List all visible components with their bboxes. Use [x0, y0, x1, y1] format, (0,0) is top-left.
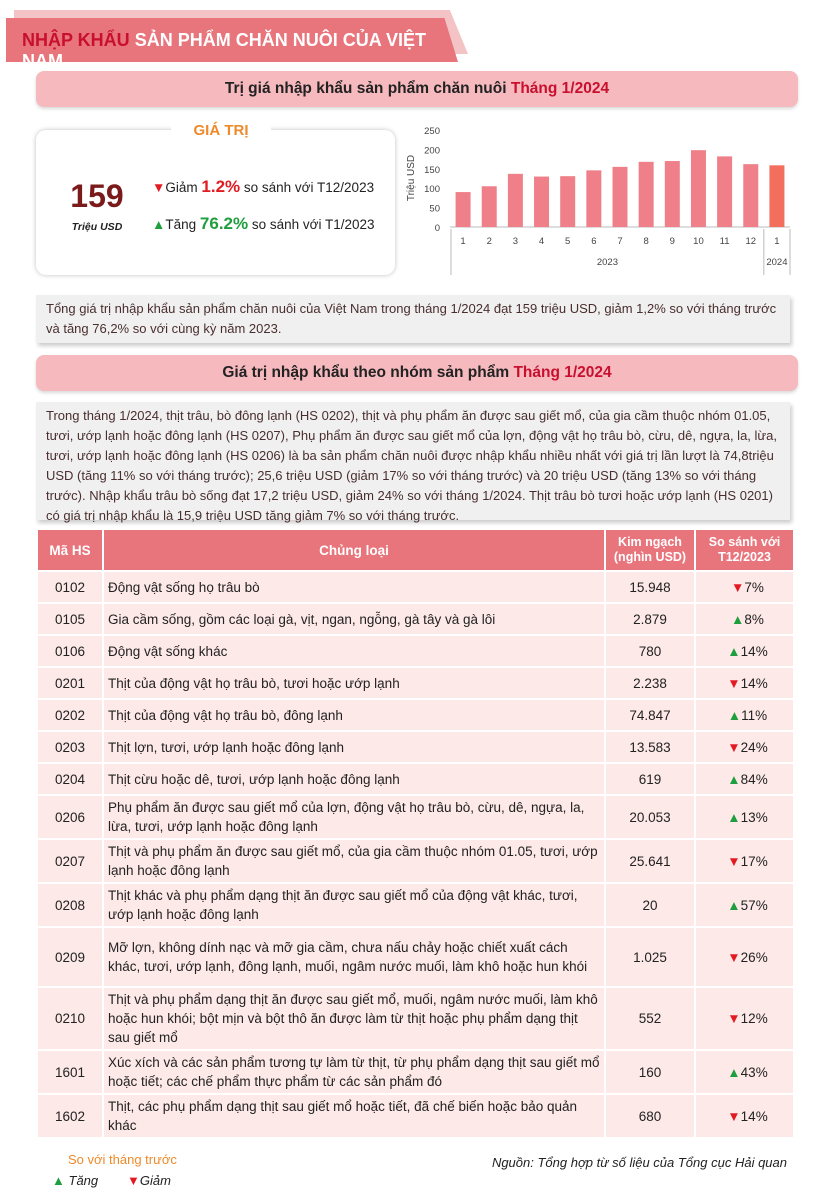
triangle-up-icon: ▲ — [727, 771, 741, 787]
legend-items — [52, 1173, 177, 1188]
bar — [769, 165, 784, 227]
hs-code-cell: 0201 — [37, 667, 103, 699]
value-cell: 619 — [605, 763, 695, 795]
x-tick-label: 5 — [565, 236, 571, 247]
triangle-down-icon: ▼ — [152, 180, 166, 195]
legend-up-label: Tăng — [68, 1173, 99, 1188]
x-tick-label: 6 — [591, 236, 597, 247]
triangle-up-icon: ▲ — [727, 809, 741, 825]
value-number: 159 — [70, 178, 124, 214]
x-tick-label: 2 — [486, 236, 492, 247]
value-cell: 25.641 — [605, 839, 695, 883]
x-tick-label: 1 — [774, 236, 780, 247]
triangle-up-icon: ▲ — [727, 643, 741, 659]
header-hs-code: Mã HS — [37, 530, 103, 571]
category-cell: Thịt của động vật họ trâu bò, đông lạnh — [103, 699, 605, 731]
compare-pct: 57% — [740, 897, 768, 913]
value-cell: 1.025 — [605, 927, 695, 987]
compare-pct: 8% — [744, 611, 764, 627]
hs-code-cell: 0209 — [37, 927, 103, 987]
legend-title: So với tháng trước — [68, 1152, 177, 1167]
summary-paragraph-1: Tổng giá trị nhập khẩu sản phẩm chăn nuôi của Việt Nam trong tháng 1/2024 đạt 159 triệu USD, giảm 1,2% so với tháng trước và tăng 76,2% so với cùng kỳ năm 2023. — [36, 295, 790, 343]
category-cell: Mỡ lợn, không dính nạc và mỡ gia cầm, chưa nấu chảy hoặc chiết xuất cách khác, tươi, ướp lạnh, đông lạnh, muối, ngâm nước muối, làm khô hoặc hun khói — [103, 927, 605, 987]
value-unit: Triệu USD — [71, 221, 123, 233]
compare-cell — [695, 731, 794, 763]
value-cell: 74.847 — [605, 699, 695, 731]
bar — [534, 177, 549, 227]
table-row — [37, 927, 794, 987]
compare-cell — [695, 603, 794, 635]
hs-code-cell: 0106 — [37, 635, 103, 667]
bar — [508, 174, 523, 227]
category-cell: Thịt của động vật họ trâu bò, tươi hoặc ướp lạnh — [103, 667, 605, 699]
value-label: GIÁ TRỊ — [171, 122, 271, 139]
summary-paragraph-2: Trong tháng 1/2024, thịt trâu, bò đông lạnh (HS 0202), thịt và phụ phẩm ăn được sau giết mổ, của gia cầm thuộc nhóm 01.05, tươi, ướp lạnh hoặc đông lạnh (HS 0207), Phụ phẩm ăn được sau giết mổ của lợn, động vật họ trâu bò, cừu, dê, ngựa, la, lừa, tươi, ướp lạnh hoặc đông lạnh (HS 0206) là ba sản phẩm chăn nuôi được nhập khẩu nhiều nhất với giá trị lần lượt là 74,8triệu USD (tăng 11% so với tháng trước); 25,6 triệu USD (giảm 17% so với tháng trước) và 20 triệu USD (tăng 13% so với tháng trước). Nhập khẩu trâu bò sống đạt 17,2 triệu USD, giảm 24% so với tháng 1/2024. Thịt trâu bò tươi hoặc ướp lạnh (HS 0201) có giá trị nhập khẩu là 15,9 triệu USD tăng giảm 7% so với tháng trước. — [36, 402, 790, 520]
compare-prev-prefix: Giảm — [165, 180, 202, 195]
value-cell: 15.948 — [605, 571, 695, 603]
table-row — [37, 987, 794, 1050]
table-row — [37, 635, 794, 667]
compare-cell — [695, 927, 794, 987]
category-cell: Phụ phẩm ăn được sau giết mổ của lợn, động vật họ trâu bò, cừu, dê, ngựa, la, lừa, tươi, ướp lạnh hoặc đông lạnh — [103, 795, 605, 839]
x-group-label: 2023 — [596, 257, 618, 268]
y-tick-label: 150 — [424, 164, 440, 176]
compare-pct: 24% — [740, 739, 768, 755]
x-tick-label: 11 — [719, 236, 730, 247]
table-row — [37, 731, 794, 763]
bar — [613, 167, 628, 227]
table-row — [37, 1050, 794, 1094]
compare-cell — [695, 1094, 794, 1138]
triangle-down-icon: ▼ — [727, 949, 741, 965]
table-row — [37, 667, 794, 699]
compare-year-prefix: Tăng — [165, 217, 200, 232]
bar — [482, 186, 497, 227]
compare-prev-year — [152, 214, 375, 234]
compare-cell — [695, 571, 794, 603]
y-tick-label: 250 — [424, 126, 440, 137]
table-header-row — [37, 530, 794, 571]
triangle-up-icon: ▲ — [727, 707, 742, 723]
triangle-up-icon: ▲ — [52, 1173, 65, 1188]
compare-cell — [695, 635, 794, 667]
compare-pct: 14% — [740, 643, 768, 659]
header-value: Kim ngạch (nghìn USD) — [605, 530, 695, 571]
legend-down-label: Giảm — [139, 1173, 171, 1188]
monthly-import-chart — [400, 118, 798, 278]
x-tick-label: 8 — [643, 236, 649, 247]
value-cell: 20.053 — [605, 795, 695, 839]
y-tick-label: 100 — [424, 184, 440, 196]
hs-code-cell: 0105 — [37, 603, 103, 635]
compare-prev-pct: 1.2% — [201, 177, 241, 196]
compare-cell — [695, 987, 794, 1050]
bar — [586, 170, 601, 227]
section-title: Trị giá nhập khẩu sản phẩm chăn nuôi — [224, 80, 511, 97]
hs-code-cell: 0207 — [37, 839, 103, 883]
value-cell: 13.583 — [605, 731, 695, 763]
compare-pct: 43% — [740, 1064, 768, 1080]
category-cell: Thịt lợn, tươi, ướp lạnh hoặc đông lạnh — [103, 731, 605, 763]
triangle-up-icon: ▲ — [152, 217, 166, 232]
y-axis-label: Triệu USD — [406, 154, 417, 202]
page-title-rest: SẢN PHẨM CHĂN NUÔI CỦA VIỆT NAM — [22, 30, 427, 71]
y-tick-label: 50 — [429, 203, 440, 215]
table-row — [37, 883, 794, 927]
hs-code-cell: 0210 — [37, 987, 103, 1050]
hs-code-cell: 1601 — [37, 1050, 103, 1094]
category-cell: Động vật sống họ trâu bò — [103, 571, 605, 603]
compare-cell — [695, 667, 794, 699]
triangle-down-icon: ▼ — [727, 853, 741, 869]
x-group-label: 2024 — [766, 257, 788, 268]
hs-code-cell: 0206 — [37, 795, 103, 839]
x-tick-label: 9 — [669, 236, 675, 247]
compare-pct: 26% — [740, 949, 768, 965]
compare-prev-month — [152, 177, 374, 197]
page-title-highlight: NHẬP KHẨU — [22, 30, 130, 50]
hs-code-cell: 1602 — [37, 1094, 103, 1138]
y-tick-label: 200 — [424, 145, 440, 157]
table-row — [37, 571, 794, 603]
table-row — [37, 699, 794, 731]
value-cell: 552 — [605, 987, 695, 1050]
compare-prev-suffix: so sánh với T12/2023 — [240, 180, 375, 195]
value-cell: 780 — [605, 635, 695, 667]
triangle-down-icon: ▼ — [727, 675, 741, 691]
bar — [560, 176, 575, 227]
value-cell: 2.879 — [605, 603, 695, 635]
section-header-import-value — [36, 71, 798, 107]
triangle-down-icon: ▼ — [727, 1011, 741, 1026]
hs-code-cell: 0203 — [37, 731, 103, 763]
bar — [717, 156, 732, 227]
table-row — [37, 1094, 794, 1138]
header-category: Chủng loại — [103, 530, 605, 571]
triangle-up-icon: ▲ — [727, 1064, 741, 1080]
bar — [456, 192, 471, 227]
category-cell: Gia cầm sống, gồm các loại gà, vịt, ngan, ngỗng, gà tây và gà lôi — [103, 603, 605, 635]
triangle-down-icon: ▼ — [727, 739, 741, 755]
x-tick-label: 12 — [745, 236, 757, 247]
table-row — [37, 795, 794, 839]
table-row — [37, 839, 794, 883]
compare-cell — [695, 763, 794, 795]
triangle-up-icon: ▲ — [731, 611, 745, 627]
page-title — [22, 30, 468, 72]
triangle-down-icon: ▼ — [727, 1108, 741, 1124]
y-tick-label: 0 — [434, 223, 440, 234]
x-tick-label: 10 — [693, 236, 704, 247]
value-cell: 20 — [605, 883, 695, 927]
x-tick-label: 4 — [538, 236, 545, 247]
bar — [639, 162, 654, 227]
compare-pct: 14% — [740, 675, 768, 691]
category-cell: Thịt khác và phụ phẩm dạng thịt ăn được sau giết mổ của động vật khác, tươi, ướp lạnh hoặc đông lạnh — [103, 883, 605, 927]
header-compare: So sánh với T12/2023 — [695, 530, 794, 571]
value-cell: 2.238 — [605, 667, 695, 699]
triangle-up-icon: ▲ — [727, 897, 741, 913]
category-cell: Thịt và phụ phẩm ăn được sau giết mổ, của gia cầm thuộc nhóm 01.05, tươi, ướp lạnh hoặc đông lạnh — [103, 839, 605, 883]
section-title: Giá trị nhập khẩu theo nhóm sản phẩm — [222, 364, 514, 381]
compare-year-pct: 76.2% — [199, 214, 249, 233]
legend — [52, 1152, 177, 1188]
bar — [691, 150, 706, 227]
x-tick-label: 3 — [512, 236, 519, 247]
hs-code-cell: 0202 — [37, 699, 103, 731]
compare-pct: 17% — [740, 853, 768, 869]
page-banner — [6, 10, 468, 71]
category-cell: Thịt và phụ phẩm dạng thịt ăn được sau giết mổ, muối, ngâm nước muối, làm khô hoặc hun khói; bột mịn và bột thô ăn được làm từ thịt hoặc phụ phẩm dạng thịt sau giết mổ — [103, 987, 605, 1050]
bar — [665, 161, 680, 227]
category-cell: Động vật sống khác — [103, 635, 605, 667]
source-note: Nguồn: Tổng hợp từ số liệu của Tổng cục Hải quan — [491, 1155, 787, 1170]
hs-code-cell: 0204 — [37, 763, 103, 795]
category-cell: Thịt cừu hoặc dê, tươi, ướp lạnh hoặc đông lạnh — [103, 763, 605, 795]
compare-pct: 7% — [744, 579, 764, 595]
section-title-highlight: Tháng 1/2024 — [510, 80, 610, 97]
table-row — [37, 763, 794, 795]
table-row — [37, 603, 794, 635]
hs-product-table — [36, 530, 795, 1139]
x-tick-label: 7 — [617, 236, 623, 247]
triangle-down-icon: ▼ — [127, 1173, 140, 1188]
hs-code-cell: 0102 — [37, 571, 103, 603]
value-cell: 680 — [605, 1094, 695, 1138]
triangle-down-icon: ▼ — [731, 579, 745, 595]
compare-pct: 14% — [740, 1108, 768, 1124]
compare-year-suffix: so sánh với T1/2023 — [248, 217, 375, 232]
compare-pct: 11% — [741, 707, 768, 723]
hs-code-cell: 0208 — [37, 883, 103, 927]
compare-pct: 12% — [740, 1011, 768, 1026]
section-title-highlight: Tháng 1/2024 — [513, 364, 612, 381]
bar — [743, 164, 758, 227]
compare-cell — [695, 795, 794, 839]
compare-pct: 84% — [740, 771, 768, 787]
value-cell: 160 — [605, 1050, 695, 1094]
compare-cell — [695, 883, 794, 927]
compare-cell — [695, 1050, 794, 1094]
x-tick-label: 1 — [460, 236, 466, 247]
compare-cell — [695, 699, 794, 731]
compare-pct: 13% — [740, 809, 768, 825]
value-card — [36, 122, 395, 275]
section-header-product-group — [36, 355, 798, 391]
category-cell: Thịt, các phụ phẩm dạng thịt sau giết mổ hoặc tiết, đã chế biến hoặc bảo quản khác — [103, 1094, 605, 1138]
compare-cell — [695, 839, 794, 883]
category-cell: Xúc xích và các sản phẩm tương tự làm từ thịt, từ phụ phẩm dạng thịt sau giết mổ hoặc tiết; các chế phẩm thực phẩm từ các sản phẩm đó — [103, 1050, 605, 1094]
